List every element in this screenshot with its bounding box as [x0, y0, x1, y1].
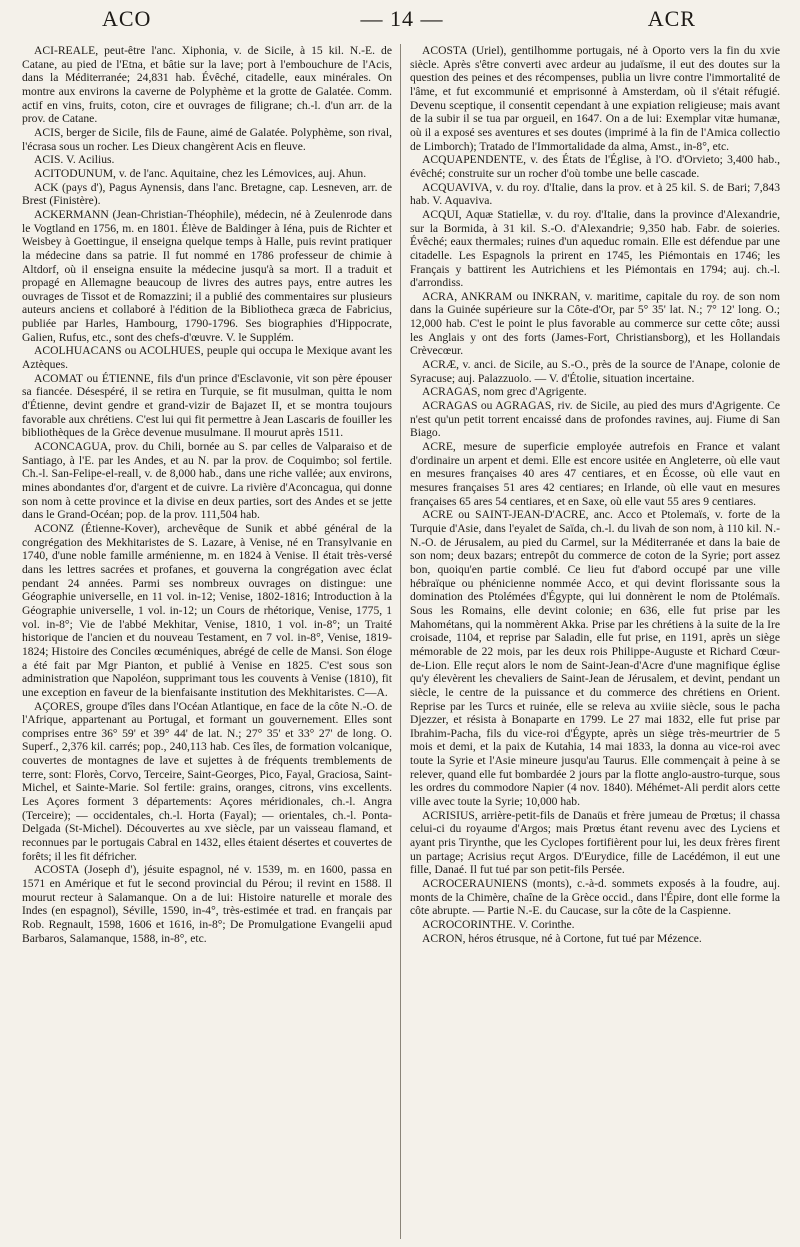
entry-text: . V. Corinthe. — [512, 918, 575, 931]
entry-headword: ACRAGAS — [422, 385, 478, 399]
dictionary-entry — [410, 399, 780, 440]
entry-text: , mesure de superficie employée autrefois en France et valant d'ordinaire un arpent et demi. Elle est encore usitée en Angleterre, où elle vaut en mesures françaises 40 ares 47 centiares, et en Écosse, où elle vaut en mesures françaises 51 ares 42 centiares; en Irlande, où elle vaut en mesures françaises 65 ares 54 centiares, et en Saxe, où elle vaut 55 ares 9 centiares. — [410, 440, 780, 508]
dictionary-entry — [410, 932, 780, 946]
entry-headword: ACOSTA — [422, 44, 468, 57]
entry-headword: ACI-REALE — [34, 44, 96, 57]
entry-text: , berger de Sicile, fils de Faune, aimé de Galatée. Polyphème, son rival, l'écrasa sous un rocher. Les Dieux changèrent Acis en fleuve. — [22, 125, 392, 153]
entry-headword: ACONCAGUA — [34, 440, 109, 454]
entry-text: , héros étrusque, né à Cortone, fut tué par Mézence. — [462, 931, 702, 945]
entry-headword: ACRON — [422, 931, 463, 945]
column-divider — [400, 44, 401, 1239]
entry-text: , peut-être l'anc. Xiphonia, v. de Sicile, à 15 kil. N.-E. de Catane, au pied de l'Etna, et bâtie sur la lave; port à l'embouchure de l'Acis, dans la Méditerranée; 24,831 hab. Évêché, citadelle, eaux minérales. On montre aux environs la caverne de Polyphème et la grotte de Galatée. Comm. actif en vins, fruits, coton, cire et ouvrages de filigrane; ch.-l. d'un arr. de la prov. de Catane. — [22, 44, 392, 126]
dictionary-entry — [410, 208, 780, 290]
page-number: — 14 — — [360, 6, 444, 31]
header-right-guide-word: ACR — [647, 6, 696, 31]
dictionary-entry — [22, 44, 392, 126]
page-header — [22, 6, 782, 34]
entry-headword: ACK — [34, 180, 59, 194]
entry-text: , v. de l'anc. Aquitaine, chez les Lémovices, auj. Ahun. — [113, 166, 367, 180]
entry-headword: ACRÆ — [422, 358, 457, 372]
dictionary-entry — [22, 208, 392, 345]
dictionary-entry — [22, 344, 392, 371]
entry-headword: ACIS — [34, 125, 61, 139]
entry-headword: ACONZ — [34, 521, 74, 535]
dictionary-entry — [410, 358, 780, 385]
right-column — [410, 44, 780, 1239]
entry-text: , groupe d'îles dans l'Océan Atlantique, en face de la côte N.-O. de l'Afrique, appartenant au Portugal, et formant un gouvernement. Elles sont comprises entre 36° 59' et 39° 44' de lat. N.; 27° 35' et 33° 27' de long. O. Superf., 2,376 kil. carrés; pop., 240,113 hab. Ces îles, de formation volcanique, couvertes de montagnes de lave et sujettes à de fréquents tremblements de terre, sont: Florès, Corvo, Terceire, Saint-Georges, Pico, Fayal, Graciosa, Saint-Michel, et Sainte-Marie. Sol fertile: grains, oranges, citrons, vins excellents. Les Açores forment 3 départements: Açores méridionales, ch.-l. Angra (Terceire); — occidentales, ch.-l. Horta (Fayal); — orientales, ch.-l. Ponta-Delgada (St-Michel). Découvertes au xve siècle, par un vaisseau flamand, et reconnues par le portugais Cabral en 1432, elles étaient désertes et couvertes de forêts; il les fit défricher. — [22, 699, 392, 863]
dictionary-entry — [22, 126, 392, 153]
entry-headword: ACRE — [422, 440, 453, 454]
entry-text: , v. anci. de Sicile, au S.-O., près de la source de l'Anape, colonie de Syracuse; auj. Palazzuolo. — V. d'Étolie, situation incertaine. — [410, 358, 780, 385]
dictionary-entry — [22, 440, 392, 522]
entry-headword: ACKERMANN — [34, 207, 109, 221]
dictionary-entry — [22, 153, 392, 167]
entry-text: (pays d'), Pagus Aynensis, dans l'anc. Bretagne, cap. Lesneven, arr. de Brest (Finistère). — [22, 180, 392, 208]
entry-headword: ACRISIUS — [422, 808, 475, 822]
dictionary-entry — [410, 440, 780, 508]
entry-text: , v. des États de l'Église, à l'O. d'Orvieto; 3,400 hab., évêché; construite sur un rocher d'où tombe une belle cascade. — [410, 153, 780, 180]
dictionary-entry — [22, 863, 392, 945]
entry-text: (Joseph d'), jésuite espagnol, né v. 1539, m. en 1600, passa en 1571 en Amérique et fut le second provincial du Pérou; il revint en 1588. Il mourut recteur à Salamanque. On a de lui: Histoire naturelle et morale des Indes (en espagnol), Séville, 1590, in-4°, très-estimée et trad. en français par Rob. Regnault, 1598, 1606 et 1616, in-8°; De Promulgatione Evangelii apud Barbaros, Salamanque, 1588, in-8°, etc. — [22, 863, 392, 945]
dictionary-entry — [410, 918, 780, 932]
entry-headword: ACOMAT — [34, 371, 83, 385]
dictionary-entry — [410, 877, 780, 918]
entry-headword: ACRA — [422, 289, 455, 303]
dictionary-entry — [410, 385, 780, 399]
dictionary-entry — [410, 44, 780, 153]
entry-headword: ACOSTA — [34, 863, 80, 877]
dictionary-entry — [410, 153, 780, 180]
header-left-guide-word: ACO — [102, 6, 152, 31]
dictionary-entry — [22, 167, 392, 181]
entry-headword: ACOLHUACANS — [34, 344, 122, 358]
entry-headword: ACROCORINTHE — [422, 918, 513, 931]
dictionary-entry — [22, 372, 392, 440]
entry-headword: ACIS — [34, 153, 61, 167]
entry-text: ou AGRAGAS, riv. de Sicile, au pied des murs d'Agrigente. Ce n'est qu'un petit torrent encaissé dans de profondes ravines, auj. Fiume di San Biago. — [410, 399, 780, 440]
entry-text: (Jean-Christian-Théophile), médecin, né à Zeulenrode dans le Vogtland en 1756, m. en 1801. Élève de Baldinger à Iéna, puis de Richter et Weisbey à Goettingue, il enseigna quelque temps à Halle, puis revint pratiquer la médecine dans sa patrie. Il fut nommé en 1786 professeur de chimie à Altdorf, où il enseigna ensuite la médecine jusqu'à sa mort. Il a traduit et propagé en Allemagne beaucoup de livres des autres pays, entre autres les ouvrages de Tissot et de Romazzini; il a publié des commentaires sur plusieurs auteurs anciens et collaboré à l'édition de la Bibliotheca græca de Fabricius, publiée par Harles, Hambourg, 1790-1796. Ses biographies d'Hippocrate, Galien, Rufus, etc., sont des chefs-d'œuvre. V. le Supplém. — [22, 207, 392, 344]
dictionary-entry — [22, 700, 392, 864]
entry-text: , nom grec d'Agrigente. — [477, 385, 587, 399]
entry-text: ou SAINT-JEAN-D'ACRE, anc. Acco et Ptolemaïs, v. forte de la Turquie d'Asie, dans l'eyalet de Saïda, ch.-l. du livah de son nom, à 110 kil. N.-N.-O. de Jérusalem, au pied du Carmel, sur la Méditerranée et dans la baie de son nom; deux bazars; entrepôt du commerce de coton de la Syrie; port assez bon, quoiqu'en partie comblé. Ce lieu fut d'abord occupé par une ville hébraïque ou phénicienne nommée Acco, et qui devint florissante sous la domination des Ptolémées d'Égypte, qui lui donnèrent le nom de Ptolémaïs. Sous les Romains, elle devint colonie; en 636, elle fut prise par les Mahométans, qui la nommèrent Akka. Prise par les chrétiens à la suite de la Ire croisade, 1104, et reprise par Saladin, elle fut prise, en 1191, après un siège mémorable de 22 mois, par les deux rois Philippe-Auguste et Richard Cœur-de-Lion. Elle reçut alors le nom de Saint-Jean-d'Acre d'une magnifique église qu'y élevèrent les chevaliers de Saint-Jean de Jérusalem, et devint, pendant un siècle, le centre de la puissance et du commerce des chrétiens en Orient. Reprise par les Turcs et ruinée, elle se releva au xviiie siècle, sous le pacha Djezzer, et résista à Bonaparte en 1799. Le 27 mai 1832, elle fut prise par Ibrahim-Pacha, fils du vice-roi d'Égypte, après un siège très-meurtrier de 5 mois et demi, et la paix de Kutahia, 14 mai 1833, la donna au vice-roi avec toute la Syrie et l'Asie mineure jusqu'au Taurus. Elle commençait à peine à se relever, quand elle fut bombardée 2 jours par la flotte anglo-austro-turque, sous les ordres du commodore Napier (4 nov. 1840). Méhémet-Ali perdit alors cette ville avec toute la Syrie; 10,000 hab. — [410, 508, 780, 809]
left-column — [22, 44, 392, 1239]
entry-headword: ACQUI — [422, 207, 459, 221]
entry-headword: ACRE — [422, 508, 453, 522]
entry-text: (Étienne-Kover), archevêque de Sunik et abbé général de la congrégation des Mekhitaristes de S. Lazare, à Venise, né en Transylvanie en 1740, d'une noble famille arménienne, m. en 1824 à Venise. Il était très-versé dans les lettres sacrées et profanes, et gouverna la congrégation avec éclat pendant 24 années. Parmi ses nombreux ouvrages on distingue: une Géographie universelle, en 11 vol. in-12; Venise, 1802-1816; Introduction à la Géographie universelle, 1 vol. in-12; un Cours de rhétorique, Venise, 1775, 1 vol. in-8°; Vie de l'abbé Mekhitar, Venise, 1810, 1 vol. in-8°; un Traité historique de l'ancien et du nouveau Testament, en 7 vol. in-8°, Venise, 1819-1824; Histoire des Conciles œcuméniques, abrégé de celle de Mansi. Son éloge a été fait par Mgr Pianton, et publié à Venise en 1825. C'est sous son administration que Napoléon, supprimant tous les couvents à Venise (1810), fit une exception en faveur de la bienfaisante institution des Mekhitaristes. C—A. — [22, 521, 392, 699]
dictionary-entry — [410, 290, 780, 358]
entry-text: , prov. du Chili, bornée au S. par celles de Valparaiso et de Santiago, à l'E. par les Andes, et au N. par la prov. de Coquimbo; sol fertile. Ch.-l. San-Felipe-el-reall, v. de 8,000 hab., dans une riche vallée; aux environs, mines abondantes d'or, d'argent et de cuivre. La rivière d'Aconcagua, qui donne son nom à cette province et la divise en deux parties, sort des Andes et se jette dans le Grand-Océan; pop. de la prov. 111,504 hab. — [22, 440, 392, 522]
entry-text: ou ÉTIENNE, fils d'un prince d'Esclavonie, vit son père épouser sa fiancée. Désespéré, il se retira en Turquie, se fit musulman, quitta le nom d'Étienne, devint gendre et grand-vizir de Bajazet II, et se montra toujours favorable aux chrétiens. C'est lui qui fit permettre à Jean Lascaris de fouiller les bibliothèques de la Grèce devenue musulmane. Il mourut après 1511. — [22, 371, 392, 440]
entry-headword: AÇORES — [34, 699, 80, 713]
dictionary-entry — [22, 522, 392, 700]
entry-headword: ACQUAVIVA — [422, 180, 490, 194]
entry-text: , Aquæ Statiellæ, v. du roy. d'Italie, dans la province d'Alexandrie, sur la Bormida, à 31 kil. S.-O. d'Alexandrie; 9,350 hab. Fabr. de soieries. Évêché; eaux thermales; ruines d'un aqueduc romain. Elle est défendue par une citadelle. Les Espagnols la prirent en 1745, les Piémontais en 1746; les Français y battirent les Autrichiens et les Piémontais en 1794; auj. ch.-l. d'arrondiss. — [410, 207, 780, 290]
entry-headword: ACQUAPENDENTE — [422, 153, 524, 167]
entry-text: . V. Acilius. — [60, 153, 115, 167]
dictionary-entry — [410, 809, 780, 877]
entry-text: , ANKRAM ou INKRAN, v. maritime, capitale du roy. de son nom dans la Guinée supérieure sur la Côte-d'Or, par 5° 35' lat. N.; 7° 12' long. O.; 12,000 hab. C'est le point le plus favorable au commerce sur cette côte; aussi les Anglais y ont des forts (James-Fort, Christiansborg), et les Hollandais Crèvecœur. — [410, 289, 780, 358]
entry-headword: ACRAGAS — [422, 399, 478, 413]
entry-text: (monts), c.-à-d. sommets exposés à la foudre, auj. monts de la Chimère, chaîne de la Grèce occid., dans l'Épire, dont elle forme la côte abrupte. — Partie N.-E. du Caucase, sur la côte de la Caspienne. — [410, 877, 780, 918]
entry-text: , v. du roy. d'Italie, dans la prov. et à 25 kil. S. de Bari; 7,843 hab. V. Aquaviva. — [410, 180, 780, 208]
dictionary-entry — [22, 181, 392, 208]
entry-headword: ACROCERAUNIENS — [422, 877, 528, 891]
dictionary-entry — [410, 508, 780, 808]
dictionary-entry — [410, 181, 780, 208]
entry-text: (Uriel), gentilhomme portugais, né à Oporto vers la fin du xvie siècle. Après s'être converti avec ardeur au judaïsme, il eut des doutes sur la question des peines et des récompenses, publia un livre contre l'immortalité de l'âme, et fut excommunié et emprisonné à Amsterdam, où il s'était réfugié. Devenu sceptique, il consentit cependant à une expiation religieuse; mais avant de la subir il se tua par orgueil, en 1647. On a de lui: Exemplar vitæ humanæ, où il a exposé ses aventures et ses doutes (imprimé à la fin de l'Amica collectio de Limborch); Tratado de l'Immortalidade da alma, Amst., in-8°, etc. — [410, 44, 780, 153]
entry-text: ou ACOLHUES, peuple qui occupa le Mexique avant les Aztèques. — [22, 344, 392, 372]
entry-text: , arrière-petit-fils de Danaüs et frère jumeau de Prœtus; il chassa celui-ci du royaume d'Argos; mais Prœtus étant revenu avec des Lyciens et ayant pris Tirynthe, que les Cyclopes fortifièrent pour lui, les deux frères firent un partage; Acrisius reçut Argos. D'Eurydice, fille de Lacédémon, il eut une fille, Danaé. Il fut tué par son petit-fils Persée. — [410, 808, 780, 877]
entry-headword: ACITODUNUM — [34, 166, 114, 180]
